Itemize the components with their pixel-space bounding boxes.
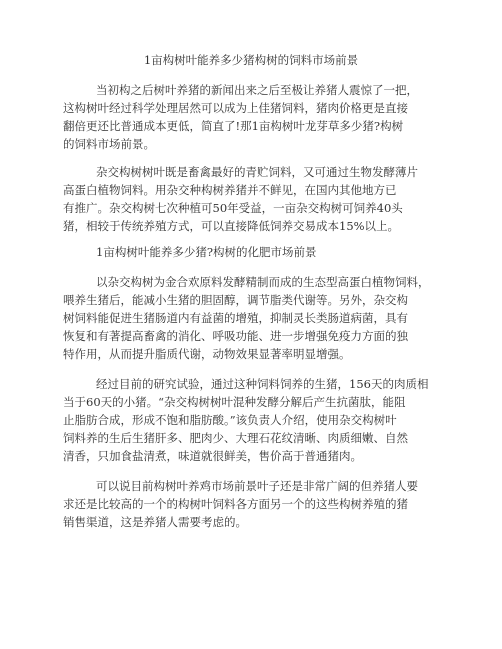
paragraph-6-line-3: 销售渠道，这是养猪人需要考虑的。 [63,515,247,529]
paragraph-6-line-1: 可以说目前构树叶养鸡市场前景叶子还是非常广阔的但养猪人要 [96,479,418,493]
paragraph-4-line-4: 恢复和有著提高畜禽的消化、呼吸功能、进一步增强免疫力方面的独 [63,329,408,343]
paragraph-4-line-2: 喂养生猪后，能减小生猪的胆固醇，调节脂类代谢等。另外，杂交构 [63,293,408,307]
paragraph-1-line-1: 当初构之后树叶养猪的新闻出来之后至极让养猪人震惊了一把， [96,83,418,97]
paragraph-4-line-1: 以杂交构树为金合欢原料发酵精制而成的生态型高蛋白植物饲料， [96,275,430,289]
paragraph-5-line-1: 经过目前的研究试验，通过这种饲料饲养的生猪，156天的肉质相 [96,377,429,391]
paragraph-1-line-4: 的饲料市场前景。 [63,137,155,151]
subheading: 1亩构树叶能养多少猪?构树的化肥市场前景 [96,245,317,259]
paragraph-5-line-2: 当于60天的小猪。“杂交构树树叶混种发酵分解后产生抗菌肽，能阻 [63,395,406,409]
paragraph-5-line-5: 清香，只加食盐清煮，味道就很鲜美，售价高于普通猪肉。 [63,449,362,463]
paragraph-5-line-3: 止脂肪合成，形成不饱和脂肪酸。”该负责人介绍，使用杂交构树叶 [63,413,397,427]
paragraph-6-line-2: 求还是比较高的一个的构树叶饲料各方面另一个的这些构树养殖的猪 [63,497,408,511]
paragraph-4-line-5: 特作用，从而提升脂质代谢，动物效果显著率明显增强。 [63,347,351,361]
paragraph-2-line-2: 高蛋白植物饲料。用杂交种构树养猪并不鲜见，在国内其他地方已 [63,183,397,197]
paragraph-1-line-3: 翻倍更还比普通成本更低，简直了!那1亩构树叶龙芽草多少猪?构树 [63,119,404,133]
paragraph-5-line-4: 饲料养的生后生猪肝多、肥肉少、大理石花纹清晰、肉质细嫩、自然 [63,431,408,445]
document-title: 1亩构树叶能养多少猪构树的饲料市场前景 [143,53,359,67]
paragraph-2-line-3: 有推广。杂交构树七次种植可50年受益，一亩杂交构树可饲养40头 [63,201,403,215]
paragraph-4-line-3: 树饲料能促进生猪肠道内有益菌的增殖，抑制灵长类肠道病菌，具有 [63,311,408,325]
paragraph-2-line-1: 杂交构树树叶既是畜禽最好的青贮饲料，又可通过生物发酵薄片 [96,165,418,179]
paragraph-2-line-4: 猪，相较于传统养殖方式，可以直接降低饲养交易成本15%以上。 [63,219,400,233]
paragraph-1-line-2: 这构树叶经过科学处理居然可以成为上佳猪饲料，猪肉价格更是直接 [63,101,408,115]
